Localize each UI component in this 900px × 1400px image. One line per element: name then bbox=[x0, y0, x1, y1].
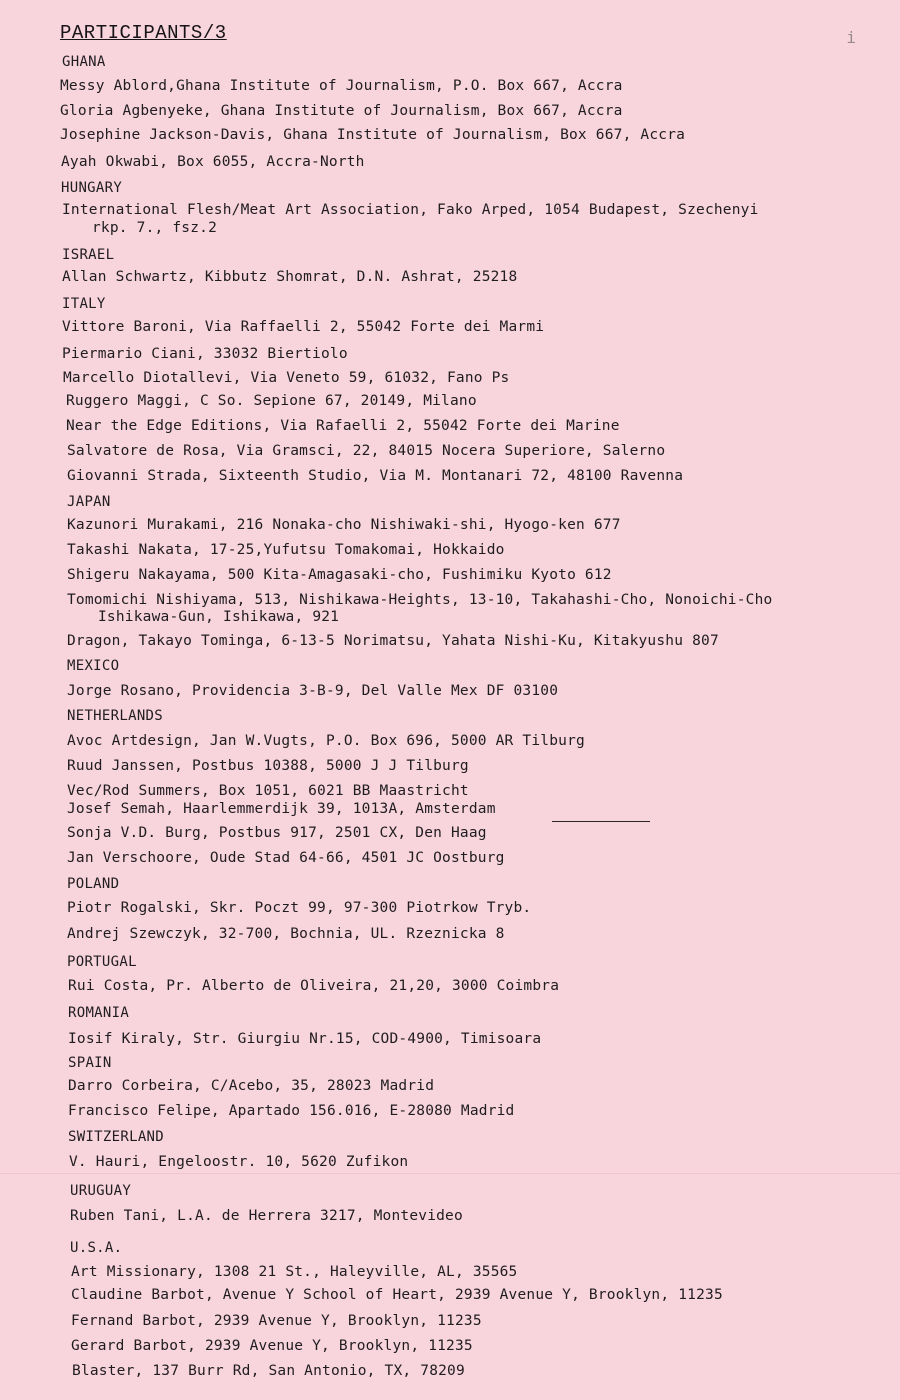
address-continuation: Ishikawa-Gun, Ishikawa, 921 bbox=[98, 609, 340, 625]
page-fold-line bbox=[0, 1173, 900, 1174]
participant-entry: Tomomichi Nishiyama, 513, Nishikawa-Heights, 13-10, Takahashi-Cho, Nonoichi-Cho bbox=[67, 592, 773, 608]
participant-entry: Gloria Agbenyeke, Ghana Institute of Journalism, Box 667, Accra bbox=[60, 103, 623, 119]
participant-entry: Piotr Rogalski, Skr. Poczt 99, 97-300 Piotrkow Tryb. bbox=[67, 900, 532, 916]
participant-entry: Avoc Artdesign, Jan W.Vugts, P.O. Box 696, 5000 AR Tilburg bbox=[67, 733, 585, 749]
country-heading: ROMANIA bbox=[68, 1005, 130, 1021]
participant-entry: Art Missionary, 1308 21 St., Haleyville, AL, 35565 bbox=[71, 1264, 518, 1280]
country-heading: U.S.A. bbox=[70, 1240, 123, 1256]
participant-entry: Fernand Barbot, 2939 Avenue Y, Brooklyn, 11235 bbox=[71, 1313, 482, 1329]
participant-entry: Shigeru Nakayama, 500 Kita-Amagasaki-cho, Fushimiku Kyoto 612 bbox=[67, 567, 612, 583]
participant-entry: Dragon, Takayo Tominga, 6-13-5 Norimatsu, Yahata Nishi-Ku, Kitakyushu 807 bbox=[67, 633, 719, 649]
participant-entry: Andrej Szewczyk, 32-700, Bochnia, UL. Rzeznicka 8 bbox=[67, 926, 505, 942]
corner-mark: i bbox=[846, 28, 856, 47]
participant-entry: Vittore Baroni, Via Raffaelli 2, 55042 Forte dei Marmi bbox=[62, 319, 545, 335]
participant-entry: Ruud Janssen, Postbus 10388, 5000 J J Tilburg bbox=[67, 758, 469, 774]
participant-entry: Salvatore de Rosa, Via Gramsci, 22, 84015 Nocera Superiore, Salerno bbox=[67, 443, 666, 459]
participant-entry: Francisco Felipe, Apartado 156.016, E-28080 Madrid bbox=[68, 1103, 515, 1119]
address-continuation: rkp. 7., fsz.2 bbox=[92, 220, 218, 236]
participant-entry: Kazunori Murakami, 216 Nonaka-cho Nishiwaki-shi, Hyogo-ken 677 bbox=[67, 517, 621, 533]
country-heading: PORTUGAL bbox=[67, 954, 137, 970]
participant-entry: Giovanni Strada, Sixteenth Studio, Via M. Montanari 72, 48100 Ravenna bbox=[67, 468, 684, 484]
participant-entry: Josephine Jackson-Davis, Ghana Institute of Journalism, Box 667, Accra bbox=[60, 127, 686, 143]
participant-entry: Marcello Diotallevi, Via Veneto 59, 61032, Fano Ps bbox=[63, 370, 510, 386]
country-heading: ITALY bbox=[62, 296, 106, 312]
participant-entry: Sonja V.D. Burg, Postbus 917, 2501 CX, Den Haag bbox=[67, 825, 487, 841]
participant-entry: Ruben Tani, L.A. de Herrera 3217, Montevideo bbox=[70, 1208, 463, 1224]
participant-entry: V. Hauri, Engeloostr. 10, 5620 Zufikon bbox=[69, 1154, 409, 1170]
participant-entry: Near the Edge Editions, Via Rafaelli 2, 55042 Forte dei Marine bbox=[66, 418, 620, 434]
participant-entry: Gerard Barbot, 2939 Avenue Y, Brooklyn, 11235 bbox=[71, 1338, 473, 1354]
country-heading: SPAIN bbox=[68, 1055, 112, 1071]
page-title: PARTICIPANTS/3 bbox=[60, 22, 227, 44]
country-heading: ISRAEL bbox=[62, 247, 115, 263]
participant-entry: Iosif Kiraly, Str. Giurgiu Nr.15, COD-4900, Timisoara bbox=[68, 1031, 542, 1047]
participant-entry: Takashi Nakata, 17-25,Yufutsu Tomakomai, Hokkaido bbox=[67, 542, 505, 558]
country-heading: NETHERLANDS bbox=[67, 708, 164, 724]
country-heading: URUGUAY bbox=[70, 1183, 132, 1199]
participant-entry: International Flesh/Meat Art Association, Fako Arped, 1054 Budapest, Szechenyi bbox=[62, 202, 759, 218]
country-heading: JAPAN bbox=[67, 494, 111, 510]
participant-entry: Claudine Barbot, Avenue Y School of Heart, 2939 Avenue Y, Brooklyn, 11235 bbox=[71, 1287, 723, 1303]
country-heading: POLAND bbox=[67, 876, 120, 892]
country-heading: MEXICO bbox=[67, 658, 120, 674]
hand-drawn-line bbox=[552, 821, 650, 822]
country-heading: HUNGARY bbox=[61, 180, 123, 196]
participant-entry: Jan Verschoore, Oude Stad 64-66, 4501 JC Oostburg bbox=[67, 850, 505, 866]
participant-entry: Vec/Rod Summers, Box 1051, 6021 BB Maastricht bbox=[67, 783, 469, 799]
participant-entry: Josef Semah, Haarlemmerdijk 39, 1013A, Amsterdam bbox=[67, 801, 496, 817]
participant-entry: Messy Ablord,Ghana Institute of Journalism, P.O. Box 667, Accra bbox=[60, 78, 623, 94]
participant-entry: Rui Costa, Pr. Alberto de Oliveira, 21,20, 3000 Coimbra bbox=[68, 978, 560, 994]
participant-entry: Ayah Okwabi, Box 6055, Accra-North bbox=[61, 154, 365, 170]
country-heading: SWITZERLAND bbox=[68, 1129, 165, 1145]
participant-entry: Piermario Ciani, 33032 Biertiolo bbox=[62, 346, 348, 362]
participant-entry: Allan Schwartz, Kibbutz Shomrat, D.N. Ashrat, 25218 bbox=[62, 269, 518, 285]
participant-entry: Darro Corbeira, C/Acebo, 35, 28023 Madrid bbox=[68, 1078, 435, 1094]
participant-entry: Jorge Rosano, Providencia 3-B-9, Del Valle Mex DF 03100 bbox=[67, 683, 559, 699]
country-heading: GHANA bbox=[62, 54, 106, 70]
participant-entry: Blaster, 137 Burr Rd, San Antonio, TX, 78209 bbox=[72, 1363, 465, 1379]
participant-entry: Ruggero Maggi, C So. Sepione 67, 20149, Milano bbox=[66, 393, 477, 409]
